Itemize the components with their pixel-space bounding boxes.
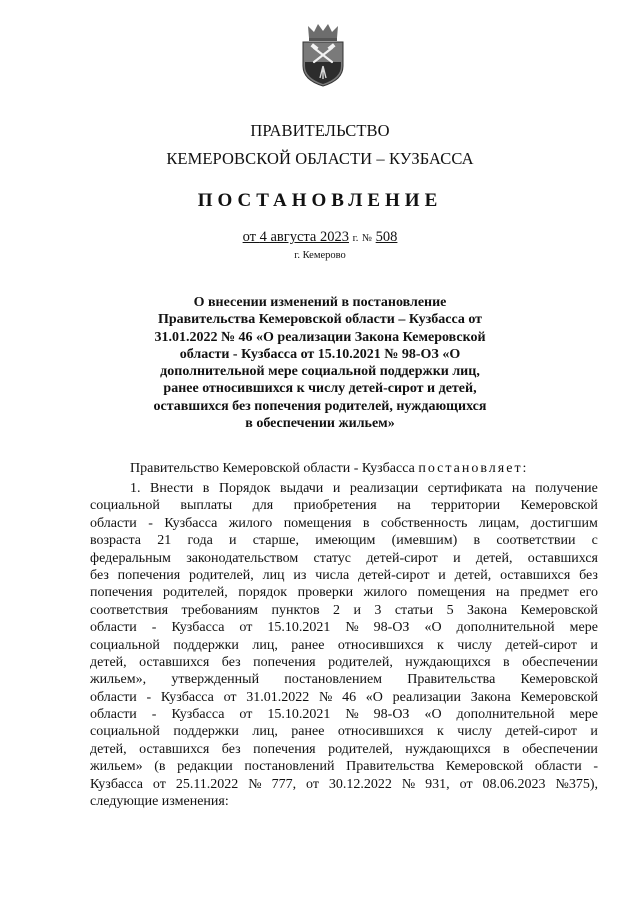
word: реализации [392, 689, 462, 705]
word: № [345, 620, 359, 636]
word: постановлением [284, 672, 383, 688]
date-prefix: от [242, 229, 256, 245]
word: - [148, 515, 153, 531]
heading-line: Правительства Кемеровской области – Кузбасса от [157, 312, 483, 328]
year-suffix: г. [352, 233, 359, 244]
word: на [495, 585, 510, 601]
word: - [593, 759, 598, 775]
word: требованиям [181, 602, 259, 618]
word: области [534, 759, 582, 775]
preamble [90, 460, 598, 477]
word: родителей, [189, 567, 254, 583]
word: на [511, 481, 526, 496]
word: «О [424, 707, 442, 723]
paragraph-line [90, 758, 598, 775]
paragraph-line [90, 689, 598, 706]
word: возраста [90, 533, 141, 549]
word: для [252, 498, 274, 514]
word: помещения [417, 585, 486, 601]
word: федеральным [90, 550, 171, 566]
word: - [151, 620, 157, 636]
word: помещения [283, 515, 352, 531]
word: соответствии [496, 533, 576, 549]
word: оставшихся [527, 550, 598, 566]
preamble-verb: постановляет: [418, 461, 529, 476]
word: Закона [470, 689, 511, 705]
word: жилого [228, 515, 273, 531]
number-sign: № [362, 233, 373, 244]
government-name-line2: КЕМЕРОВСКОЙ ОБЛАСТИ – КУЗБАССА [166, 149, 474, 168]
word: №375), [555, 776, 598, 792]
word: относившихся [337, 637, 424, 653]
word: числу [457, 637, 493, 653]
word: попечения [117, 567, 181, 583]
word: достигшим [530, 515, 598, 531]
word: Закона [467, 602, 508, 618]
word: года [187, 533, 213, 549]
word: имеющим [315, 533, 376, 549]
word: выплаты [180, 498, 233, 514]
word: и [590, 724, 598, 740]
word: статьи [394, 602, 434, 618]
word: Кемеровской [520, 689, 598, 705]
word: детей, [454, 567, 492, 583]
paragraph-line [90, 480, 598, 497]
word: 15.10.2021 [267, 707, 331, 723]
heading-line: в обеспечении жильем» [245, 416, 395, 432]
word: 25.11.2022 [175, 776, 239, 792]
word: Правительства [407, 672, 496, 688]
word: Правительства [346, 759, 435, 775]
word: в [473, 533, 481, 549]
word: оставшихся [500, 567, 571, 583]
word: 5 [446, 602, 454, 618]
paragraph-line [90, 515, 598, 532]
word: числу [457, 724, 493, 740]
document-type-title: ПОСТАНОВЛЕНИЕ [197, 190, 443, 211]
paragraph-line [90, 654, 598, 671]
word: законодательством [186, 550, 299, 566]
word: постановлений [244, 759, 335, 775]
word: ранее [291, 724, 325, 740]
word: Кемеровской [520, 672, 598, 688]
word: - [146, 689, 152, 705]
word: - [151, 707, 157, 723]
word: обеспечении [522, 654, 598, 670]
word: 3 [374, 602, 382, 618]
word: редакции [177, 759, 233, 775]
word: получение [535, 481, 598, 496]
word: без [221, 741, 241, 757]
word: лиц, [252, 724, 278, 740]
word: и [453, 550, 461, 566]
heading-line: 31.01.2022 № 46 «О реализации Закона Кемеровской [154, 329, 486, 345]
paragraph-1 [90, 480, 598, 810]
heading-line: О внесении изменений в постановление [193, 295, 447, 310]
paragraph-line [90, 671, 598, 688]
decree-date: 4 августа 2023 [259, 229, 349, 245]
decree-heading [140, 294, 500, 432]
word: собственность [380, 515, 468, 531]
word: в [362, 515, 370, 531]
word: от [239, 620, 253, 636]
word: числа [315, 567, 350, 583]
word: в [202, 481, 210, 496]
word: 21 [157, 533, 172, 549]
word: в [503, 741, 510, 757]
word: 46 [342, 689, 357, 705]
word: относившихся [337, 724, 424, 740]
word: от [223, 689, 237, 705]
paragraph-line [90, 550, 598, 567]
word: от [239, 707, 253, 723]
word: Кемеровской [520, 498, 598, 514]
word: социальной [90, 637, 160, 653]
word: (имевшим) [391, 533, 458, 549]
word: дополнительной [456, 620, 555, 636]
word: утвержденный [171, 672, 260, 688]
word: области [90, 620, 137, 636]
word: и [353, 602, 361, 618]
word: обеспечении [522, 741, 598, 757]
word: Кузбасса [90, 776, 143, 792]
paragraph-line [90, 776, 598, 793]
heading-line: дополнительной мере социальной поддержки лиц, [160, 364, 480, 380]
word: 931, [425, 776, 450, 792]
word: нуждающихся [405, 741, 491, 757]
word: его [579, 585, 598, 601]
word: от [152, 776, 166, 792]
word: приобретения [293, 498, 377, 514]
word: соответствия [90, 602, 169, 618]
word: без [221, 654, 241, 670]
paragraph-line: следующие изменения: [90, 794, 229, 810]
word: родителей, [163, 585, 228, 601]
word: оставшихся [139, 654, 210, 670]
word: 98-ОЗ [373, 707, 410, 723]
word: детей, [475, 550, 513, 566]
word: Кемеровской [520, 602, 598, 618]
heading-line: ранее относившихся к числу детей-сирот и детей, [163, 381, 477, 397]
word: детей, [90, 654, 127, 670]
word: жильем», [90, 672, 147, 688]
word: территории [431, 498, 501, 514]
word: 1. [130, 481, 141, 496]
word: старше, [252, 533, 299, 549]
word: попечения [253, 654, 316, 670]
word: Кузбасса [160, 689, 214, 705]
issue-city: г. Кемерово [294, 250, 346, 261]
paragraph-line [90, 741, 598, 758]
paragraph-line [90, 584, 598, 601]
word: и [438, 567, 446, 583]
word: нуждающихся [405, 654, 491, 670]
word: сертификата [427, 481, 503, 496]
word: № [345, 707, 359, 723]
paragraph-line [90, 723, 598, 740]
paragraph-line [90, 619, 598, 636]
word: оставшихся [139, 741, 210, 757]
word: социальной [90, 724, 160, 740]
word: Порядок [218, 481, 271, 496]
decree-number: 508 [375, 229, 398, 245]
word: «О [365, 689, 383, 705]
word: поддержки [173, 637, 239, 653]
word: к [437, 724, 444, 740]
word: реализации [349, 481, 419, 496]
word: (в [154, 759, 166, 775]
word: поддержки [173, 724, 239, 740]
word: 2 [333, 602, 341, 618]
word: ранее [291, 637, 325, 653]
word: детей-сирот [505, 724, 577, 740]
word: лицам, [478, 515, 520, 531]
word: от [459, 776, 473, 792]
word: социальной [90, 498, 160, 514]
word: детей, [90, 741, 127, 757]
paragraph-line [90, 532, 598, 549]
word: Кемеровской [445, 759, 524, 775]
paragraph-line [90, 602, 598, 619]
paragraph-line [90, 706, 598, 723]
word: родителей, [328, 654, 393, 670]
word: на [397, 498, 411, 514]
preamble-text: Правительство Кемеровской области - Кузбасса [130, 461, 415, 476]
word: проверки [297, 585, 354, 601]
word: «О [424, 620, 442, 636]
word: 98-ОЗ [373, 620, 410, 636]
word: порядок [238, 585, 288, 601]
word: № [401, 776, 416, 792]
word: от [306, 776, 319, 792]
word: мере [569, 707, 598, 723]
word: из [293, 567, 307, 583]
heading-line: оставшихся без попечения родителей, нуждающихся [153, 398, 487, 414]
government-name-line1: ПРАВИТЕЛЬСТВО [250, 121, 390, 140]
word: области [90, 515, 137, 531]
word: области [90, 707, 137, 723]
word: пунктов [271, 602, 320, 618]
word: Внести [150, 481, 194, 496]
word: родителей, [328, 741, 393, 757]
word: и [229, 533, 237, 549]
word: мере [569, 620, 598, 636]
kuzbass-coat-of-arms-icon [300, 22, 346, 88]
word: и [332, 481, 341, 496]
word: детей-сирот [505, 637, 577, 653]
paragraph-line [90, 497, 598, 514]
paragraph-line [90, 637, 598, 654]
word: выдачи [279, 481, 324, 496]
word: 08.06.2023 [482, 776, 546, 792]
word: лиц, [252, 637, 278, 653]
word: области [90, 689, 137, 705]
word: детей-сирот [366, 550, 438, 566]
word: попечения [90, 585, 153, 601]
word: детей-сирот [357, 567, 430, 583]
word: дополнительной [456, 707, 555, 723]
word: 777, [271, 776, 297, 792]
word: 31.01.2022 [246, 689, 310, 705]
word: жилого [363, 585, 408, 601]
word: № [318, 689, 333, 705]
word: Кузбасса [171, 620, 225, 636]
word: попечения [253, 741, 316, 757]
word: 15.10.2021 [267, 620, 331, 636]
word: в [503, 654, 510, 670]
word: Кузбасса [171, 707, 225, 723]
word: без [90, 567, 109, 583]
word: и [590, 637, 598, 653]
word: № [248, 776, 262, 792]
heading-line: области - Кузбасса от 15.10.2021 № 98-ОЗ «О [179, 346, 461, 362]
word: 30.12.2022 [328, 776, 392, 792]
word: Кузбасса [164, 515, 218, 531]
paragraph-line [90, 567, 598, 584]
word: статус [313, 550, 352, 566]
word: с [591, 533, 598, 549]
word: без [579, 567, 598, 583]
decree-date-number [0, 229, 640, 246]
word: предмет [520, 585, 569, 601]
word: к [437, 637, 444, 653]
word: лиц [262, 567, 285, 583]
word: жильем» [90, 759, 143, 775]
